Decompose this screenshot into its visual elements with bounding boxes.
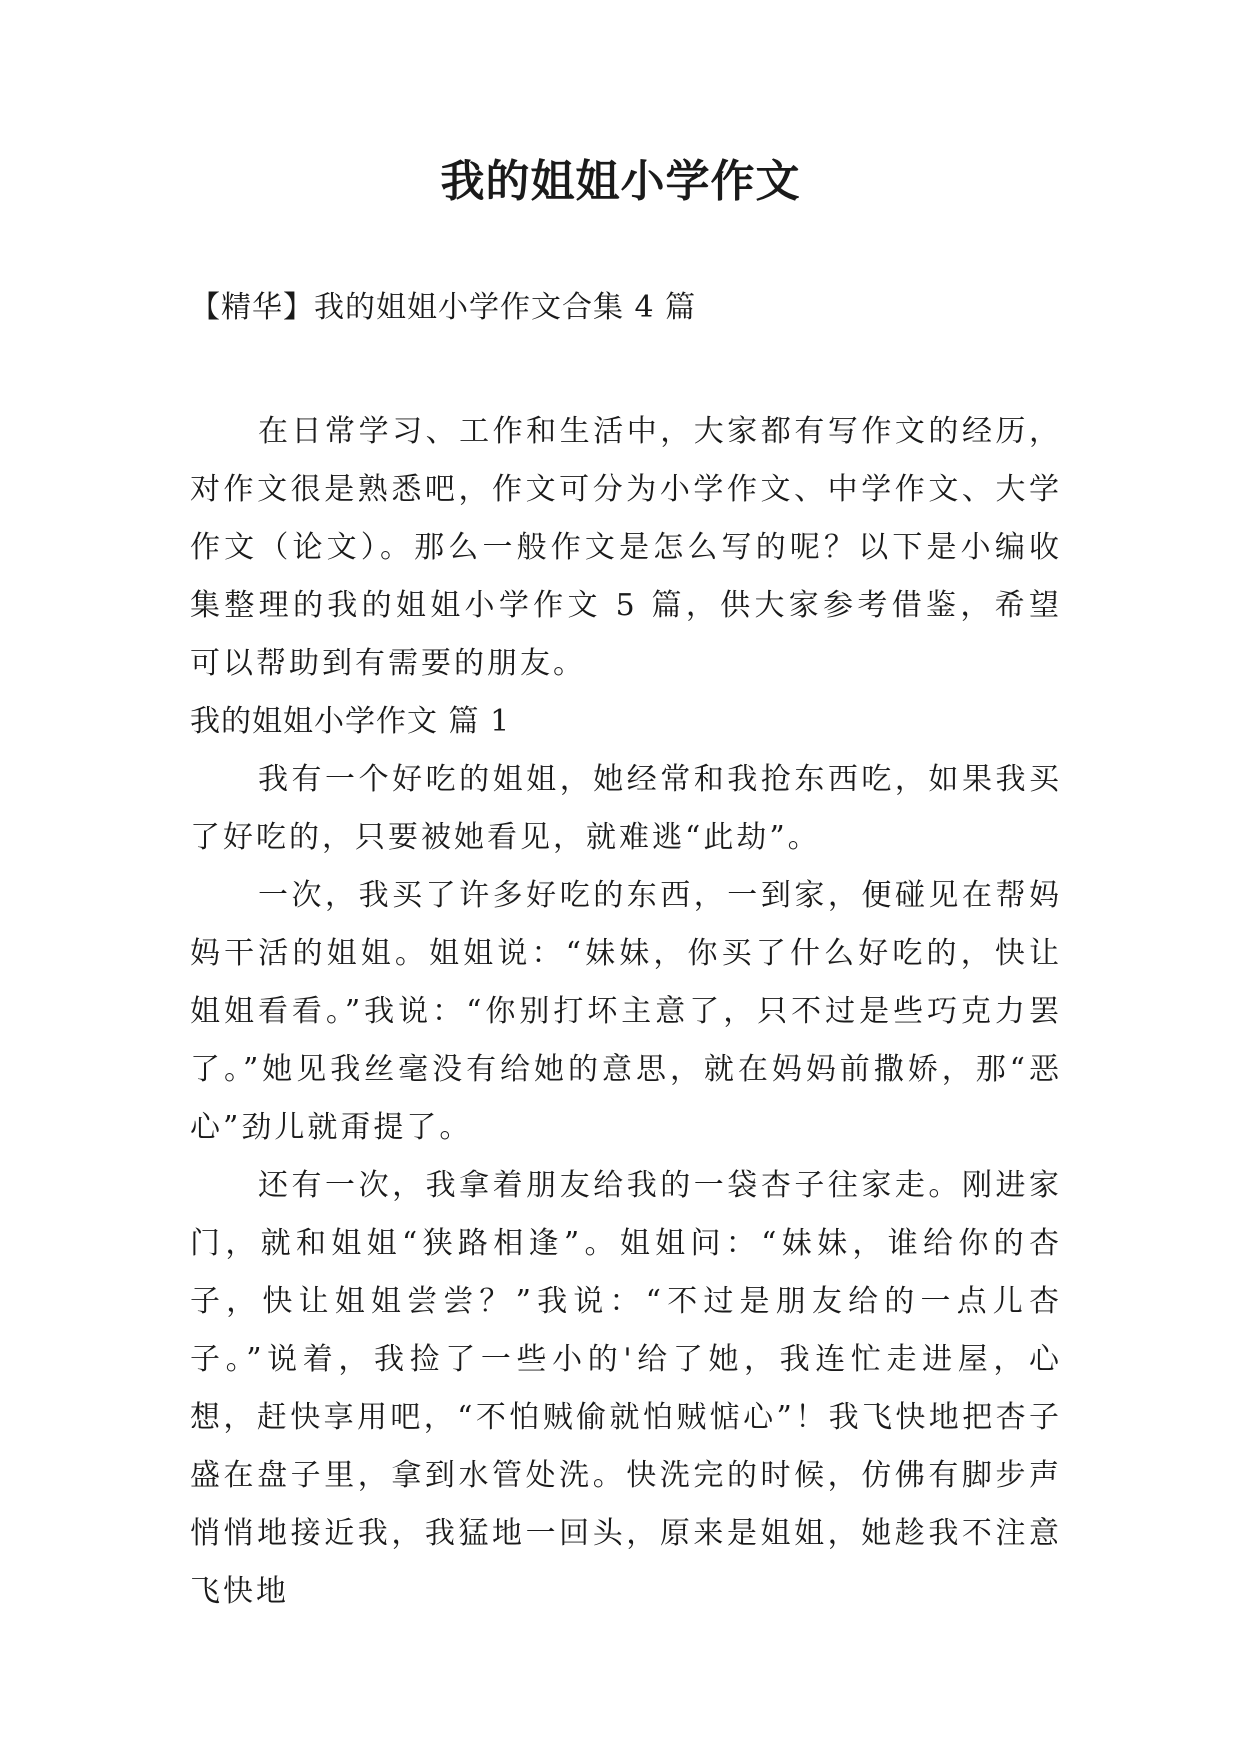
document-subtitle: 【精华】我的姐姐小学作文合集 4 篇	[190, 290, 697, 325]
page-title: 我的姐姐小学作文	[440, 156, 801, 207]
body-paragraph: 一次，我买了许多好吃的东西，一到家，便碰见在帮妈妈干活的姐姐。姐姐说：“妹妹，你买了什么好吃的，快让姐姐看看。”我说：“你别打坏主意了，只不过是些巧克力罢了。”她见我丝毫没有给她的意思，就在妈妈前撒娇，那“恶心”劲儿就甭提了。	[190, 878, 1062, 1145]
intro-paragraph: 在日常学习、工作和生活中，大家都有写作文的经历，对作文很是熟悉吧，作文可分为小学作文、中学作文、大学作文（论文）。那么一般作文是怎么写的呢？以下是小编收集整理的我的姐姐小学作文 5 篇，供大家参考借鉴，希望可以帮助到有需要的朋友。	[190, 414, 1062, 681]
article-body	[190, 403, 1062, 1621]
section-heading: 我的姐姐小学作文 篇 1	[190, 704, 511, 739]
body-paragraph: 我有一个好吃的姐姐，她经常和我抢东西吃，如果我买了好吃的，只要被她看见，就难逃“此劫”。	[190, 762, 1062, 855]
body-paragraph: 还有一次，我拿着朋友给我的一袋杏子往家走。刚进家门，就和姐姐“狭路相逢”。姐姐问：“妹妹，谁给你的杏子，快让姐姐尝尝？”我说：“不过是朋友给的一点儿杏子。”说着，我捡了一些小的'给了她，我连忙走进屋，心想，赶快享用吧，“不怕贼偷就怕贼惦心”！我飞快地把杏子盛在盘子里，拿到水管处洗。快洗完的时候，仿佛有脚步声悄悄地接近我，我猛地一回头，原来是姐姐，她趁我不注意飞快地	[190, 1168, 1062, 1609]
